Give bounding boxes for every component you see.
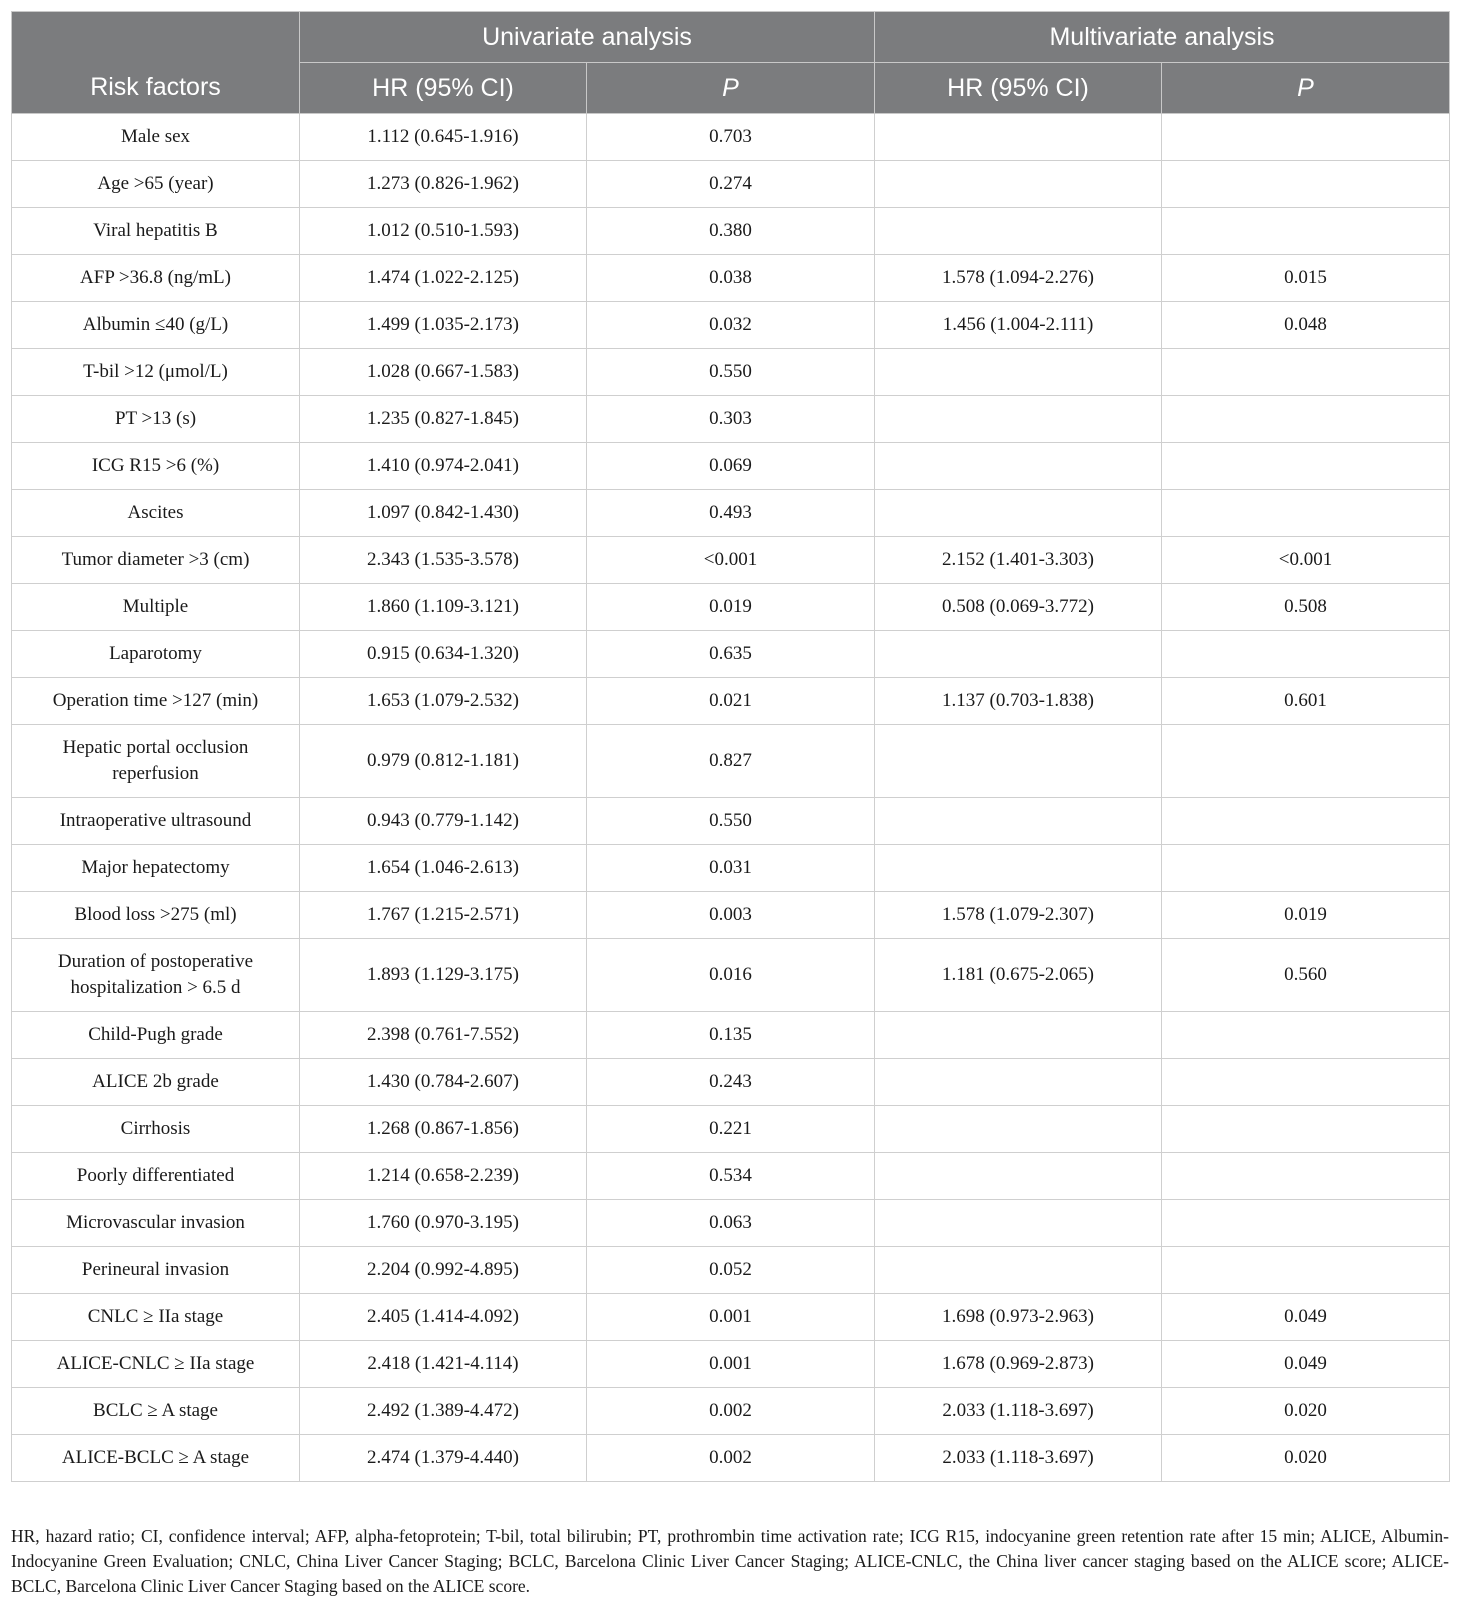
table-body bbox=[12, 114, 1450, 1482]
cell-multivariate-p: <0.001 bbox=[1162, 537, 1450, 584]
cell-risk-factor: Laparotomy bbox=[12, 631, 300, 678]
table-row bbox=[12, 1247, 1450, 1294]
cell-multivariate-hr: 1.578 (1.079-2.307) bbox=[875, 892, 1162, 939]
cell-multivariate-p bbox=[1162, 1106, 1450, 1153]
cell-univariate-hr: 1.012 (0.510-1.593) bbox=[300, 208, 587, 255]
header-risk-factors: Risk factors bbox=[12, 12, 300, 114]
table-row bbox=[12, 490, 1450, 537]
cell-multivariate-p bbox=[1162, 1059, 1450, 1106]
cell-risk-factor: PT >13 (s) bbox=[12, 396, 300, 443]
cell-multivariate-p bbox=[1162, 798, 1450, 845]
cell-multivariate-p bbox=[1162, 1153, 1450, 1200]
cell-univariate-hr: 1.214 (0.658-2.239) bbox=[300, 1153, 587, 1200]
cell-multivariate-p bbox=[1162, 1247, 1450, 1294]
cell-univariate-p: 0.016 bbox=[587, 939, 875, 1012]
cell-risk-factor: Cirrhosis bbox=[12, 1106, 300, 1153]
cell-univariate-p: 0.703 bbox=[587, 114, 875, 161]
cell-multivariate-p bbox=[1162, 490, 1450, 537]
cell-multivariate-hr bbox=[875, 114, 1162, 161]
cell-univariate-p: 0.038 bbox=[587, 255, 875, 302]
cell-risk-factor: Microvascular invasion bbox=[12, 1200, 300, 1247]
cell-multivariate-hr bbox=[875, 161, 1162, 208]
cell-multivariate-hr bbox=[875, 1247, 1162, 1294]
cell-multivariate-p bbox=[1162, 631, 1450, 678]
cell-risk-factor: Major hepatectomy bbox=[12, 845, 300, 892]
cell-risk-factor: Viral hepatitis B bbox=[12, 208, 300, 255]
table-row bbox=[12, 1341, 1450, 1388]
table-row bbox=[12, 892, 1450, 939]
table-row bbox=[12, 584, 1450, 631]
cell-univariate-hr: 1.273 (0.826-1.962) bbox=[300, 161, 587, 208]
table-row bbox=[12, 798, 1450, 845]
cell-multivariate-hr: 2.033 (1.118-3.697) bbox=[875, 1435, 1162, 1482]
table-row bbox=[12, 725, 1450, 798]
cell-multivariate-hr: 1.137 (0.703-1.838) bbox=[875, 678, 1162, 725]
table-row bbox=[12, 1153, 1450, 1200]
cell-risk-factor: Ascites bbox=[12, 490, 300, 537]
cell-multivariate-p: 0.049 bbox=[1162, 1294, 1450, 1341]
cell-risk-factor: Male sex bbox=[12, 114, 300, 161]
table-row bbox=[12, 1200, 1450, 1247]
cell-univariate-hr: 1.097 (0.842-1.430) bbox=[300, 490, 587, 537]
cell-univariate-hr: 2.343 (1.535-3.578) bbox=[300, 537, 587, 584]
cell-univariate-p: 0.550 bbox=[587, 349, 875, 396]
cell-univariate-p: 0.032 bbox=[587, 302, 875, 349]
table-header bbox=[12, 12, 1450, 114]
cell-risk-factor: Multiple bbox=[12, 584, 300, 631]
cell-univariate-hr: 1.268 (0.867-1.856) bbox=[300, 1106, 587, 1153]
cell-univariate-hr: 1.653 (1.079-2.532) bbox=[300, 678, 587, 725]
cell-risk-factor: Intraoperative ultrasound bbox=[12, 798, 300, 845]
cell-univariate-hr: 1.767 (1.215-2.571) bbox=[300, 892, 587, 939]
table-row bbox=[12, 208, 1450, 255]
cell-multivariate-hr bbox=[875, 1200, 1162, 1247]
cell-multivariate-p: 0.601 bbox=[1162, 678, 1450, 725]
cell-multivariate-hr: 2.152 (1.401-3.303) bbox=[875, 537, 1162, 584]
cell-multivariate-p: 0.020 bbox=[1162, 1388, 1450, 1435]
cell-univariate-p: 0.380 bbox=[587, 208, 875, 255]
cell-multivariate-p bbox=[1162, 396, 1450, 443]
cell-multivariate-hr bbox=[875, 396, 1162, 443]
cell-multivariate-hr: 1.578 (1.094-2.276) bbox=[875, 255, 1162, 302]
table-row bbox=[12, 1106, 1450, 1153]
cell-univariate-hr: 1.893 (1.129-3.175) bbox=[300, 939, 587, 1012]
table-row bbox=[12, 114, 1450, 161]
cell-univariate-p: 0.031 bbox=[587, 845, 875, 892]
table-container bbox=[11, 11, 1449, 1482]
header-multivariate-p: P bbox=[1162, 63, 1450, 114]
cell-univariate-hr: 1.760 (0.970-3.195) bbox=[300, 1200, 587, 1247]
cell-risk-factor: AFP >36.8 (ng/mL) bbox=[12, 255, 300, 302]
cell-univariate-hr: 0.979 (0.812-1.181) bbox=[300, 725, 587, 798]
table-row bbox=[12, 1059, 1450, 1106]
table-row bbox=[12, 631, 1450, 678]
header-multivariate-hr: HR (95% CI) bbox=[875, 63, 1162, 114]
cell-multivariate-p bbox=[1162, 208, 1450, 255]
cell-multivariate-p bbox=[1162, 114, 1450, 161]
table-row bbox=[12, 255, 1450, 302]
cell-multivariate-hr bbox=[875, 1106, 1162, 1153]
cell-multivariate-hr bbox=[875, 798, 1162, 845]
cell-risk-factor: Operation time >127 (min) bbox=[12, 678, 300, 725]
cell-risk-factor: Tumor diameter >3 (cm) bbox=[12, 537, 300, 584]
cell-risk-factor: T-bil >12 (μmol/L) bbox=[12, 349, 300, 396]
table-row bbox=[12, 161, 1450, 208]
header-univariate-p: P bbox=[587, 63, 875, 114]
table-row bbox=[12, 845, 1450, 892]
header-univariate-hr: HR (95% CI) bbox=[300, 63, 587, 114]
cell-multivariate-p bbox=[1162, 1012, 1450, 1059]
cell-risk-factor: Poorly differentiated bbox=[12, 1153, 300, 1200]
table-row bbox=[12, 1435, 1450, 1482]
cell-multivariate-p: 0.049 bbox=[1162, 1341, 1450, 1388]
cell-multivariate-p: 0.560 bbox=[1162, 939, 1450, 1012]
cell-univariate-p: 0.493 bbox=[587, 490, 875, 537]
cell-risk-factor: Duration of postoperative hospitalization > 6.5 d bbox=[12, 939, 300, 1012]
cell-univariate-p: 0.135 bbox=[587, 1012, 875, 1059]
cell-univariate-hr: 0.915 (0.634-1.320) bbox=[300, 631, 587, 678]
cell-risk-factor: ALICE-BCLC ≥ A stage bbox=[12, 1435, 300, 1482]
cell-multivariate-hr bbox=[875, 1012, 1162, 1059]
cell-univariate-hr: 1.430 (0.784-2.607) bbox=[300, 1059, 587, 1106]
cell-risk-factor: ALICE 2b grade bbox=[12, 1059, 300, 1106]
table-footnote: HR, hazard ratio; CI, confidence interval; AFP, alpha-fetoprotein; T-bil, total bilirubin; PT, prothrombin time activation rate; ICG R15, indocyanine green retention rate after 15 min; ALICE, Albumin-Indocyanine Green Evaluation; CNLC, China Liver Cancer Staging; BCLC, Barcelona Clinic Liver Cancer Staging; ALICE-CNLC, the China liver cancer staging based on the ALICE score; ALICE-BCLC, Barcelona Clinic Liver Cancer Staging based on the ALICE score. bbox=[11, 1526, 1449, 1596]
cell-multivariate-hr bbox=[875, 349, 1162, 396]
cell-multivariate-hr: 1.678 (0.969-2.873) bbox=[875, 1341, 1162, 1388]
risk-factors-table bbox=[11, 11, 1450, 1482]
cell-multivariate-hr bbox=[875, 443, 1162, 490]
cell-multivariate-p: 0.048 bbox=[1162, 302, 1450, 349]
table-row bbox=[12, 1388, 1450, 1435]
cell-univariate-p: 0.274 bbox=[587, 161, 875, 208]
cell-multivariate-hr: 2.033 (1.118-3.697) bbox=[875, 1388, 1162, 1435]
cell-univariate-p: 0.002 bbox=[587, 1388, 875, 1435]
cell-univariate-hr: 1.112 (0.645-1.916) bbox=[300, 114, 587, 161]
cell-multivariate-hr: 1.456 (1.004-2.111) bbox=[875, 302, 1162, 349]
cell-univariate-hr: 1.654 (1.046-2.613) bbox=[300, 845, 587, 892]
cell-risk-factor: ICG R15 >6 (%) bbox=[12, 443, 300, 490]
cell-risk-factor: ALICE-CNLC ≥ IIa stage bbox=[12, 1341, 300, 1388]
cell-univariate-p: 0.002 bbox=[587, 1435, 875, 1482]
cell-multivariate-hr bbox=[875, 631, 1162, 678]
cell-multivariate-p bbox=[1162, 725, 1450, 798]
cell-risk-factor: Albumin ≤40 (g/L) bbox=[12, 302, 300, 349]
table-row bbox=[12, 302, 1450, 349]
table-row bbox=[12, 1012, 1450, 1059]
table-row bbox=[12, 1294, 1450, 1341]
cell-risk-factor: Hepatic portal occlusion reperfusion bbox=[12, 725, 300, 798]
cell-univariate-p: 0.052 bbox=[587, 1247, 875, 1294]
cell-multivariate-hr bbox=[875, 1059, 1162, 1106]
table-row bbox=[12, 939, 1450, 1012]
cell-risk-factor: BCLC ≥ A stage bbox=[12, 1388, 300, 1435]
cell-risk-factor: Perineural invasion bbox=[12, 1247, 300, 1294]
cell-univariate-hr: 2.418 (1.421-4.114) bbox=[300, 1341, 587, 1388]
cell-univariate-hr: 1.499 (1.035-2.173) bbox=[300, 302, 587, 349]
cell-univariate-hr: 2.405 (1.414-4.092) bbox=[300, 1294, 587, 1341]
cell-multivariate-hr bbox=[875, 845, 1162, 892]
cell-multivariate-p: 0.015 bbox=[1162, 255, 1450, 302]
cell-univariate-p: 0.021 bbox=[587, 678, 875, 725]
cell-univariate-p: 0.534 bbox=[587, 1153, 875, 1200]
table-row bbox=[12, 678, 1450, 725]
cell-univariate-p: 0.221 bbox=[587, 1106, 875, 1153]
cell-multivariate-hr: 0.508 (0.069-3.772) bbox=[875, 584, 1162, 631]
cell-multivariate-hr bbox=[875, 208, 1162, 255]
cell-multivariate-p bbox=[1162, 845, 1450, 892]
table-row bbox=[12, 349, 1450, 396]
cell-multivariate-hr bbox=[875, 490, 1162, 537]
table-row bbox=[12, 537, 1450, 584]
cell-univariate-hr: 1.235 (0.827-1.845) bbox=[300, 396, 587, 443]
cell-univariate-p: 0.063 bbox=[587, 1200, 875, 1247]
cell-univariate-p: 0.069 bbox=[587, 443, 875, 490]
cell-risk-factor: Age >65 (year) bbox=[12, 161, 300, 208]
cell-multivariate-p bbox=[1162, 349, 1450, 396]
cell-univariate-p: 0.243 bbox=[587, 1059, 875, 1106]
cell-multivariate-p: 0.020 bbox=[1162, 1435, 1450, 1482]
cell-univariate-hr: 2.204 (0.992-4.895) bbox=[300, 1247, 587, 1294]
cell-multivariate-hr: 1.181 (0.675-2.065) bbox=[875, 939, 1162, 1012]
cell-multivariate-hr: 1.698 (0.973-2.963) bbox=[875, 1294, 1162, 1341]
cell-univariate-p: 0.003 bbox=[587, 892, 875, 939]
header-multivariate-group: Multivariate analysis bbox=[875, 12, 1450, 63]
cell-risk-factor: CNLC ≥ IIa stage bbox=[12, 1294, 300, 1341]
cell-univariate-p: <0.001 bbox=[587, 537, 875, 584]
cell-univariate-p: 0.635 bbox=[587, 631, 875, 678]
table-row bbox=[12, 396, 1450, 443]
cell-univariate-hr: 1.028 (0.667-1.583) bbox=[300, 349, 587, 396]
cell-univariate-hr: 2.474 (1.379-4.440) bbox=[300, 1435, 587, 1482]
cell-univariate-hr: 1.410 (0.974-2.041) bbox=[300, 443, 587, 490]
cell-univariate-hr: 2.398 (0.761-7.552) bbox=[300, 1012, 587, 1059]
cell-multivariate-p: 0.508 bbox=[1162, 584, 1450, 631]
cell-multivariate-p bbox=[1162, 161, 1450, 208]
cell-risk-factor: Blood loss >275 (ml) bbox=[12, 892, 300, 939]
cell-univariate-hr: 1.474 (1.022-2.125) bbox=[300, 255, 587, 302]
header-univariate-group: Univariate analysis bbox=[300, 12, 875, 63]
cell-univariate-hr: 0.943 (0.779-1.142) bbox=[300, 798, 587, 845]
cell-univariate-p: 0.001 bbox=[587, 1294, 875, 1341]
cell-univariate-p: 0.001 bbox=[587, 1341, 875, 1388]
cell-multivariate-p: 0.019 bbox=[1162, 892, 1450, 939]
cell-multivariate-hr bbox=[875, 1153, 1162, 1200]
table-row bbox=[12, 443, 1450, 490]
cell-univariate-p: 0.827 bbox=[587, 725, 875, 798]
cell-risk-factor: Child-Pugh grade bbox=[12, 1012, 300, 1059]
cell-univariate-hr: 1.860 (1.109-3.121) bbox=[300, 584, 587, 631]
cell-univariate-p: 0.303 bbox=[587, 396, 875, 443]
cell-multivariate-p bbox=[1162, 1200, 1450, 1247]
cell-univariate-hr: 2.492 (1.389-4.472) bbox=[300, 1388, 587, 1435]
cell-univariate-p: 0.019 bbox=[587, 584, 875, 631]
cell-multivariate-hr bbox=[875, 725, 1162, 798]
cell-multivariate-p bbox=[1162, 443, 1450, 490]
cell-univariate-p: 0.550 bbox=[587, 798, 875, 845]
